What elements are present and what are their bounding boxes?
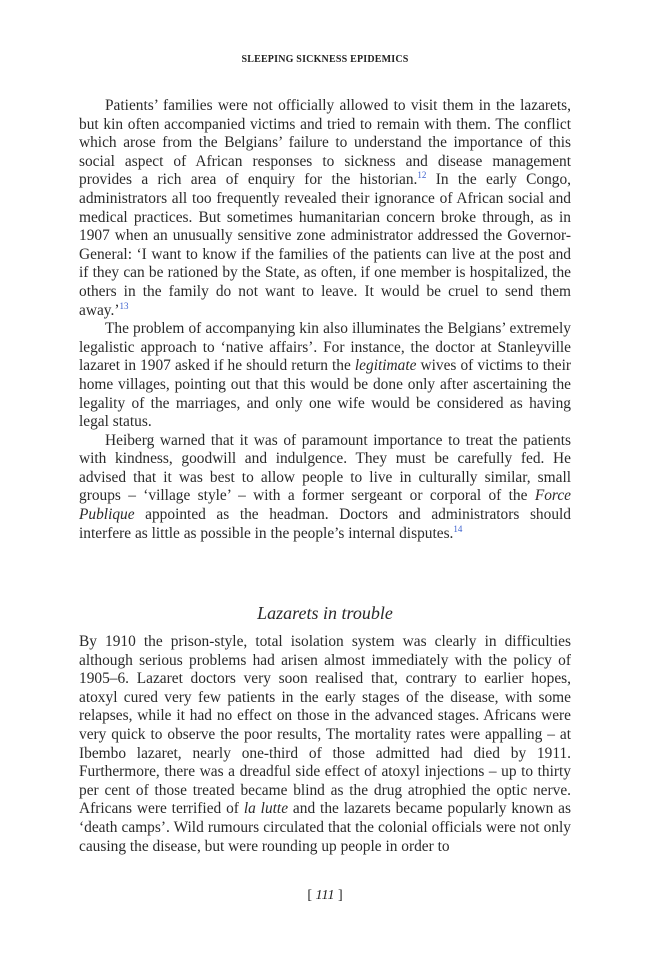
section-heading: Lazarets in trouble bbox=[257, 603, 393, 623]
emphasis-la-lutte: la lutte bbox=[243, 800, 289, 818]
paragraph-4: By 1910 the prison-style, total isolation system was clearly in difficulties although serious problems had arisen almost immediately with the policy of 1905–6. Lazaret doctors very soon realised that, contrary to earlier hopes, atoxyl cured very few patients in the early stages of the disease, with some relapses, while it had no effect on those in the advanced stages. Africans were very quick to observe the poor results, The mortality rates were appalling – at Ibembo lazaret, nearly one-third of those admitted had died by 1911. Furthermore, there was a dreadful side effect of atoxyl injections – up to thirty per cent of those treated became blind as the drug atrophied the optic nerve. Africans were terrified of la lutte and the lazarets became popularly known as ‘death camps’. Wild rumours circulated that the colonial officials were not only causing the disease, but were rounding up people in order to bbox=[79, 633, 571, 855]
footnote-link-12[interactable]: 12 bbox=[417, 170, 427, 181]
footnote-link-13[interactable]: 13 bbox=[119, 300, 129, 311]
paragraph-1: Patients’ families were not officially allowed to visit them in the lazarets, but kin often accompanied victims and tried to remain with them. The conflict which arose from the Belgians’ failure to understand the importance of this social aspect of African responses to sickness and disease management provides a rich area of enquiry for the historian.$^{12}$ In the early Congo, administrators all too frequently revealed their ignorance of African social and medical practices. But sometimes humanitarian concern broke through, as in 1907 when an unusually sensitive zone administrator addressed the Governor-General: ‘I want to know if the families of the patients can live at the post and if they can be rationed by the State, as often, if one member is hospitalized, the others in the family do not want to leave. It would be cruel to send them away.’$^{13}$ bbox=[79, 97, 571, 319]
body-text-bottom bbox=[79, 633, 571, 856]
emphasis-legitimate: legitimate bbox=[354, 357, 417, 375]
body-text-top bbox=[79, 97, 571, 543]
paragraph-2: The problem of accompanying kin also illuminates the Belgians’ extremely legalistic approach to ‘native affairs’. For instance, the doctor at Stanleyville lazaret in 1907 asked if he should return the legitimate wives of victims to their home villages, pointing out that this would be done only after ascertaining the legality of the marriages, and only one wife would be considered as having legal status. bbox=[79, 320, 571, 431]
emphasis-force-publique: Force Publique bbox=[79, 487, 571, 524]
footnote-link-14[interactable]: 14 bbox=[453, 523, 463, 534]
paragraph-3: Heiberg warned that it was of paramount importance to treat the patients with kindness, goodwill and indulgence. They must be carefully fed. He advised that it was best to allow people to live in culturally similar, small groups – ‘village style’ – with a former sergeant or corporal of the Force Publique appointed as the headman. Doctors and administrators should interfere as little as possible in the people’s internal disputes.$^{14}$ bbox=[79, 431, 571, 542]
running-head: SLEEPING SICKNESS EPIDEMICS bbox=[241, 54, 409, 65]
page-number: [ 111 ] bbox=[307, 888, 343, 903]
